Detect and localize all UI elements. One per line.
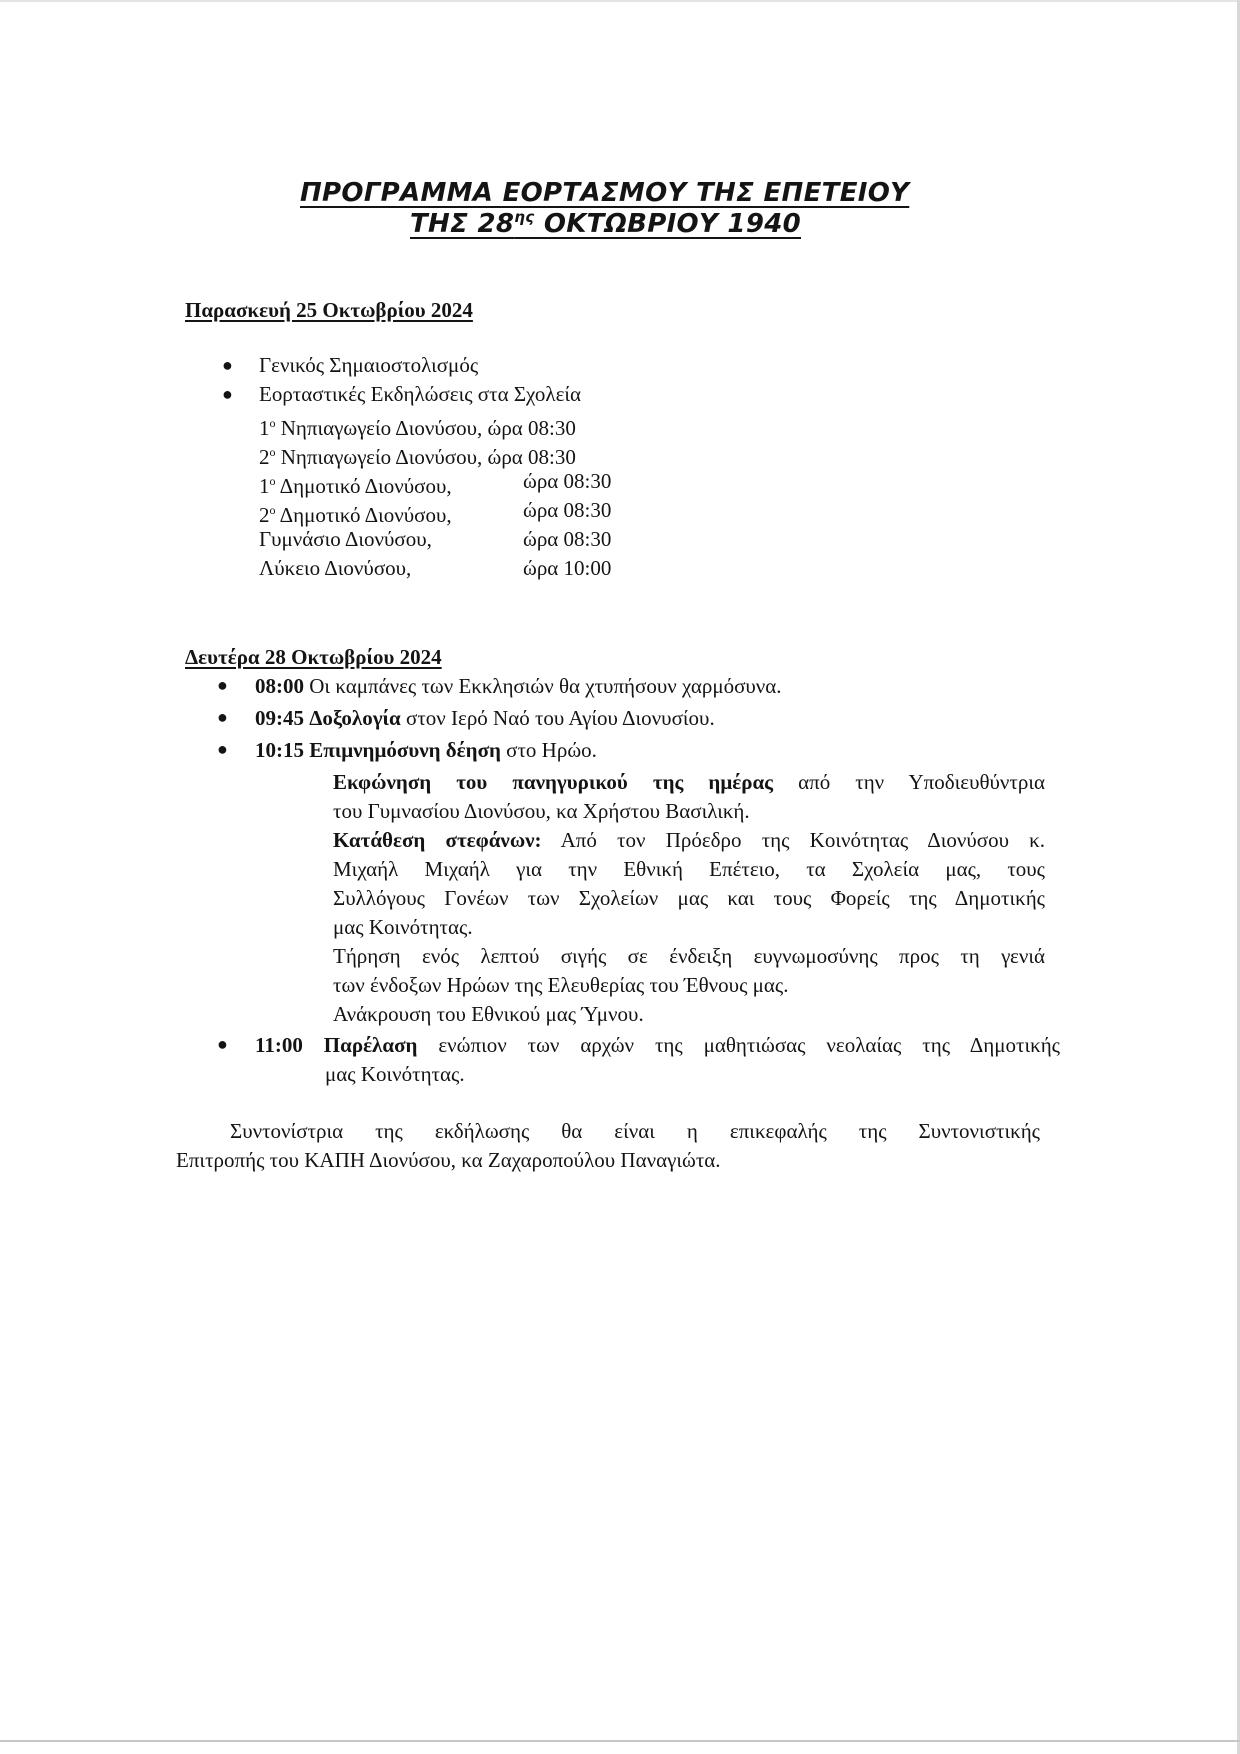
silence-line-2: των ένδοξων Ηρώων της Ελευθερίας του Έθνους μας.	[333, 973, 789, 997]
item-time: 08:00	[255, 674, 304, 698]
title-line2-sup: ης	[514, 208, 535, 226]
school-name: Λύκειο Διονύσου,	[259, 556, 412, 580]
day2-item-4	[255, 1031, 1060, 1060]
bullet-icon: ●	[217, 739, 228, 759]
speech-bold: Εκφώνηση του πανηγυρικού της ημέρας	[333, 770, 774, 794]
speech-line-1	[333, 768, 1045, 797]
scan-edge-top	[0, 0, 1240, 2]
day2-item-1	[255, 672, 782, 700]
school-name: Γυμνάσιο Διονύσου,	[259, 527, 432, 551]
school-sup: ο	[269, 474, 276, 488]
silence-line-1: Τήρηση ενός λεπτού σιγής σε ένδειξη ευγνωμοσύνης προς τη γενιά	[333, 944, 1045, 968]
school-sup: ο	[269, 503, 276, 517]
day2-item-2	[255, 704, 715, 732]
day2-item-3	[255, 736, 597, 764]
item-text: στο Ηρώο.	[500, 738, 597, 762]
school-time: ώρα 08:30	[523, 527, 612, 551]
day1-heading: Παρασκευή 25 Οκτωβρίου 2024	[185, 298, 473, 322]
wreath-bold: Κατάθεση στεφάνων:	[333, 828, 542, 852]
school-time: ώρα 08:30	[523, 469, 612, 493]
scan-edge-bottom	[0, 1740, 1240, 1742]
school-sup: ο	[269, 416, 276, 430]
wreath-line-2: Μιχαήλ Μιχαήλ για την Εθνική Επέτειο, τα Σχολεία μας, τους	[333, 857, 1045, 881]
title-line2-pre: ΤΗΣ 28	[410, 209, 515, 239]
school-num: 2	[259, 503, 270, 527]
item-text: στον Ιερό Ναό του Αγίου Διονυσίου.	[400, 706, 715, 730]
closing-line-2: Επιτροπής του ΚΑΠΗ Διονύσου, κα Ζαχαροπούλου Παναγιώτα.	[176, 1148, 721, 1172]
item-bold: Δοξολογία	[309, 706, 401, 730]
wreath-line-3: Συλλόγους Γονέων των Σχολείων μας και τους Φορείς της Δημοτικής	[333, 886, 1045, 910]
item-text-1: ενώπιον των αρχών της μαθητιώσας νεολαίας της Δημοτικής	[417, 1033, 1060, 1057]
anthem-line: Ανάκρουση του Εθνικού μας Ύμνου.	[333, 1002, 644, 1026]
school-name: Δημοτικό Διονύσου,	[275, 474, 452, 498]
item-bold: Επιμνημόσυνη δέηση	[309, 738, 501, 762]
school-num: 2	[259, 445, 270, 469]
school-time: ώρα 10:00	[523, 556, 612, 580]
day1-bullet-1: Γενικός Σημαιοστολισμός	[259, 353, 479, 377]
school-time: ώρα 08:30	[523, 498, 612, 522]
speech-text-1: από την Υποδιευθύντρια	[773, 770, 1045, 794]
wreath-line-1	[333, 826, 1045, 855]
day1-bullet-2: Εορταστικές Εκδηλώσεις στα Σχολεία	[259, 382, 582, 406]
school-sup: ο	[269, 445, 276, 459]
bullet-icon: ●	[222, 355, 233, 375]
wreath-text-1: Από τον Πρόεδρο της Κοινότητας Διονύσου κ.	[541, 828, 1045, 852]
item-time: 10:15	[255, 738, 304, 762]
day2-item-4-line-2: μας Κοινότητας.	[325, 1062, 465, 1086]
title-line2-post: ΟΚΤΩΒΡΙΟΥ 1940	[534, 209, 801, 239]
school-name: Δημοτικό Διονύσου,	[275, 503, 452, 527]
speech-line-2: του Γυμνασίου Διονύσου, κα Χρήστου Βασιλική.	[333, 799, 750, 823]
item-time: 11:00	[255, 1033, 303, 1057]
item-time: 09:45	[255, 706, 304, 730]
school-row	[259, 554, 659, 582]
document-title-line-1: ΠΡΟΓΡΑΜΜΑ ΕΟΡΤΑΣΜΟΥ ΤΗΣ ΕΠΕΤΕΙΟΥ	[300, 178, 910, 208]
bullet-icon: ●	[222, 384, 233, 404]
school-num: 1	[259, 416, 270, 440]
bullet-icon: ●	[217, 1034, 228, 1054]
bullet-icon: ●	[217, 707, 228, 727]
school-name: Νηπιαγωγείο Διονύσου, ώρα 08:30	[275, 445, 576, 469]
school-num: 1	[259, 474, 270, 498]
school-row	[259, 525, 659, 553]
bullet-icon: ●	[217, 675, 228, 695]
day2-heading: Δευτέρα 28 Οκτωβρίου 2024	[185, 645, 442, 669]
wreath-line-4: μας Κοινότητας.	[333, 915, 473, 939]
item-text: Οι καμπάνες των Εκκλησιών θα χτυπήσουν χαρμόσυνα.	[304, 674, 782, 698]
closing-line-1: Συντονίστρια της εκδήλωσης θα είναι η επικεφαλής της Συντονιστικής	[230, 1119, 1040, 1143]
school-name: Νηπιαγωγείο Διονύσου, ώρα 08:30	[275, 416, 576, 440]
item-bold: Παρέλαση	[323, 1033, 418, 1057]
document-title-line-2	[410, 208, 801, 239]
